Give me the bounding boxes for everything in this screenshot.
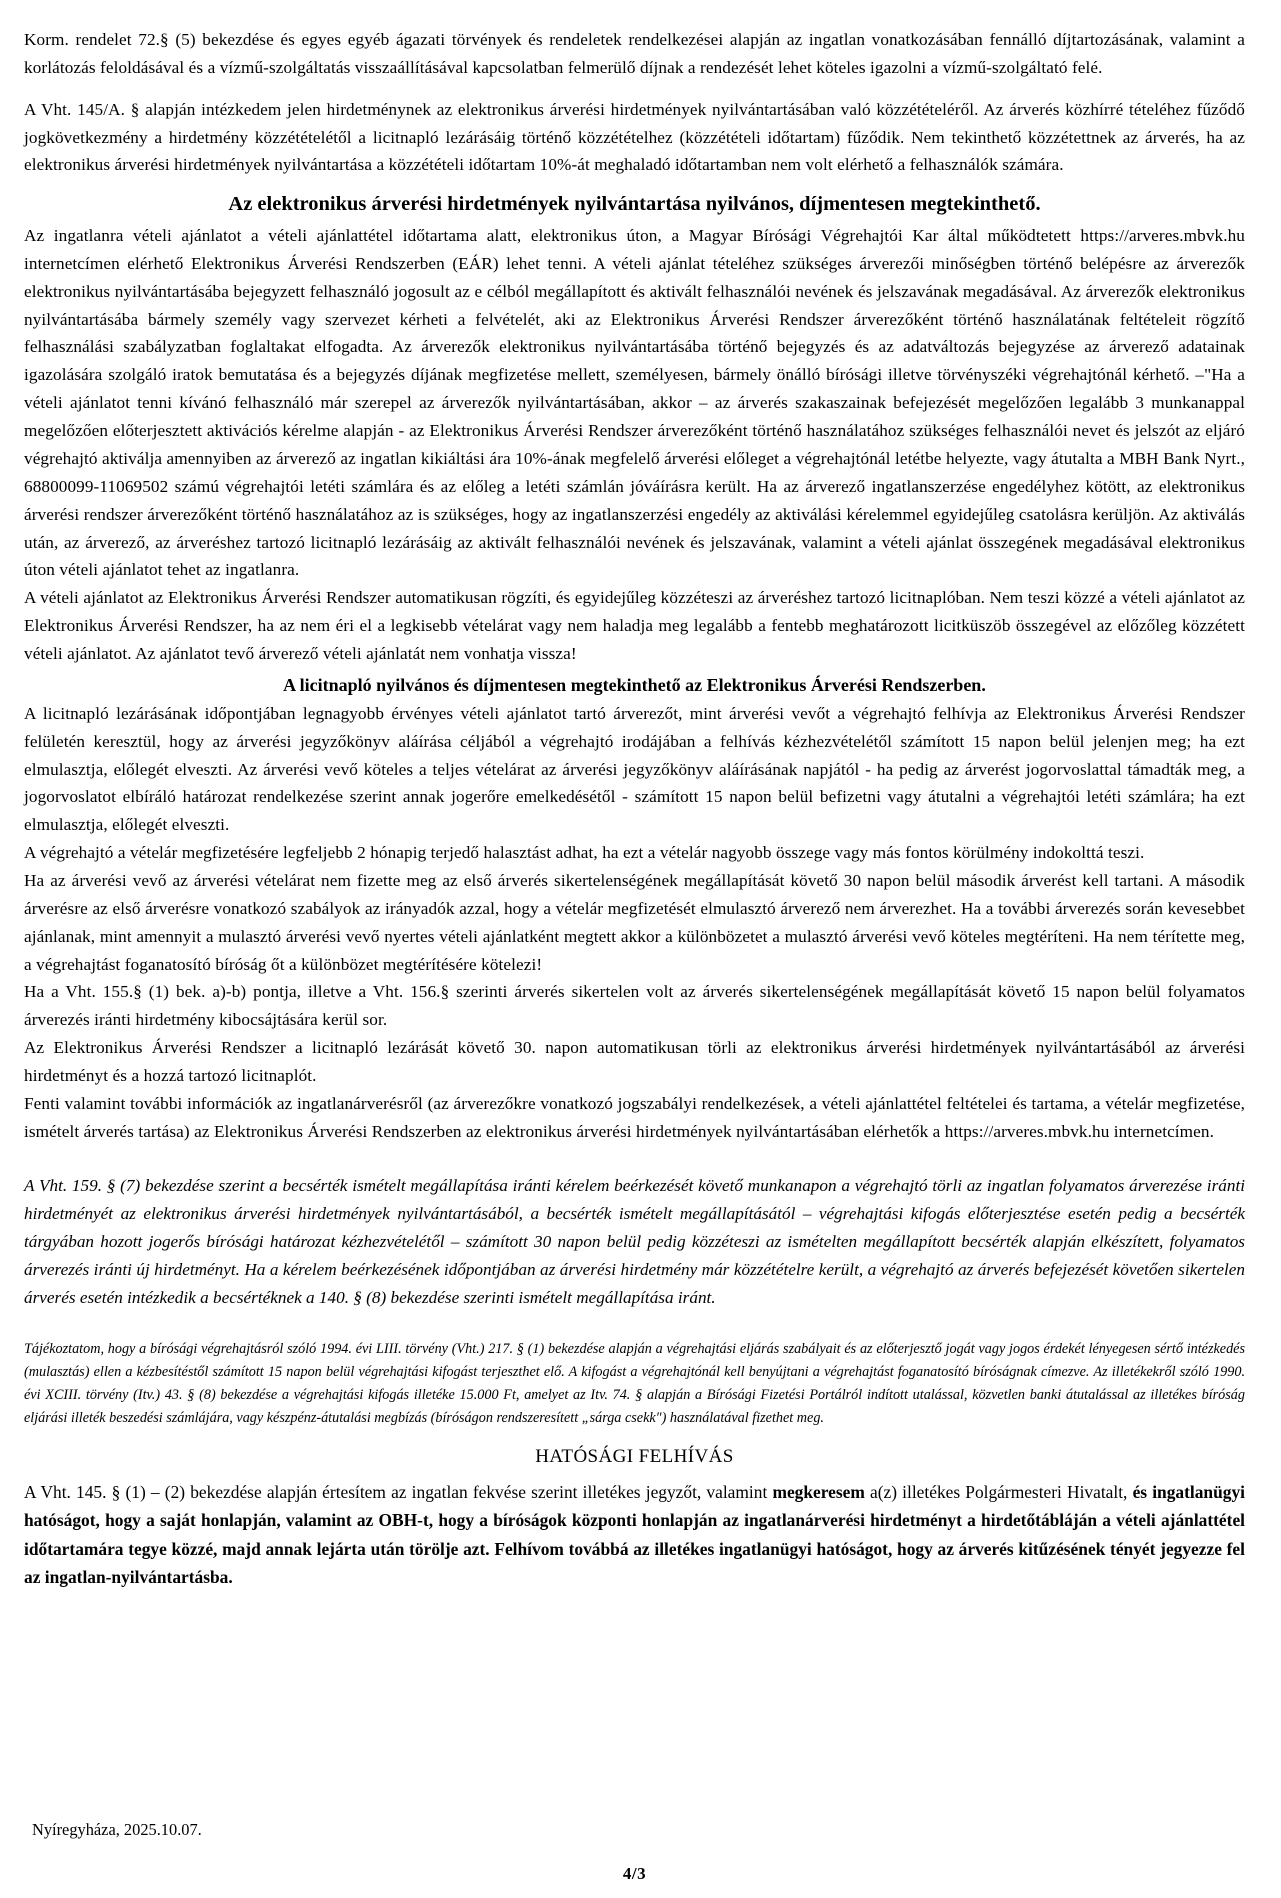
section-spacer [24,1146,1245,1172]
section-spacer-2 [24,1312,1245,1338]
paragraph-licitnaplo-lezaras: A licitnapló lezárásának időpontjában legnagyobb érvényes vételi ajánlatot tartó árverezőt, mint árverési vevőt a végrehajtó felhívja az Elektronikus Árverési Rendszer felületén keresztül, hogy az árverési jegyzőkönyv aláírása céljából a végrehajtó irodájában a felhívás kézhezvételétől számított 15 napon belül jelenjen meg; ha ezt elmulasztja, előlegét elveszti. Az árverési vevő köteles a teljes vételárat az árverési jegyzőkönyv aláírásának napjától - ha pedig az árverést jogorvoslattal támadták meg, a jogorvoslatot elbíráló határozat rendelkezése szerint annak jogerőre emelkedésétől - számított 15 napon belül befizetni vagy átutalni a végrehajtói letéti számlára; ha ezt elmulasztja, előlegét elveszti. [24,703,1245,835]
paragraph-tovabbi-informaciok: Fenti valamint további információk az ingatlanárverésről (az árverezőkre vonatkozó jogszabályi rendelkezések, a vételi ajánlattétel feltételei és tartama, a vételár megfizetése, ismételt árverés tartása) az Elektronikus Árverési Rendszerben az elektronikus árverési hirdetmények nyilvántartásában elérhetők a https://arveres.mbvk.hu internetcímen. [24,1093,1245,1141]
place-and-date: Nyíregyháza, 2025.10.07. [32,1820,202,1839]
authority-text-bold2: és ingatlanügyi hatóságot, hogy a saját honlapján, valamint az OBH-t, hogy a bíróságok központi honlapján az ingatlanárverési hirdetményt a hirdetőtábláján a vételi ajánlattétel időtartamára tegye közzé, majd annak lejárta után törölje azt. Felhívom továbbá az illetékes ingatlanügyi hatóságot, hogy az árverés kitűzésének tényét jegyezze fel az ingatlan-nyilvántartásba. [24,1481,1245,1588]
authority-text-part1: A Vht. 145. § (1) – (2) bekezdése alapján értesítem az ingatlan fekvése szerint illetékes jegyzőt, valamint [24,1481,773,1502]
paragraph-hatosagi-felhivas [24,1478,1245,1592]
paragraph-sikertelen-arveres: Ha a Vht. 155.§ (1) bek. a)-b) pontja, illetve a Vht. 156.§ szerinti árverés sikertelen volt az árverés sikertelenségének megállapítását követő 15 napon belül folyamatos árverezés iránti hirdetmény kibocsájtására kerül sor. [24,982,1245,1030]
paragraph-vht-159-italic: A Vht. 159. § (7) bekezdése szerint a becsérték ismételt megállapítása iránti kérelem beérkezését követő munkanapon a végrehajtó törli az ingatlan folyamatos árverezése iránti hirdetményét az elektronikus árverési hirdetmények nyilvántartásából, a becsérték ismételt megállapításától – végrehajtási kifogás előterjesztése esetén pedig a becsérték tárgyában hozott jogerős bírósági határozat kézhezvételétől – számított 30 napon belül pedig közzéteszi az ismételten megállapított becsérték alapján elkészített, folyamatos árverezés iránti új hirdetményt. Ha a kérelem beérkezésének időpontjában az árverési hirdetmény már közzétételre került, a végrehajtó az árverés befejezését követően sikertelen árverés esetén intézkedik a becsértéknek a 140. § (8) bekezdése szerinti ismételt megállapítása iránt. [24,1175,1245,1307]
paragraph-spacer [24,82,1245,96]
paragraph-vht-145a: A Vht. 145/A. § alapján intézkedem jelen hirdetménynek az elektronikus árverési hirdetmények nyilvántartásában való közzétételéről. Az árverés közhírré tételéhez fűződő jogkövetkezmény a hirdetmény közzétételétől a licitnapló lezárásáig történő közzétételhez (közzétételi időtartam) fűződik. Nem tekinthető közzétettnek az árverés, ha az elektronikus árverési hirdetmények nyilvántartása a közzétételi időtartam 10%-át meghaladó időtartamban nem volt elérhető a felhasználók számára. [24,99,1245,175]
authority-text-part2: a(z) illetékes Polgármesteri Hivatalt, [864,1481,1133,1502]
paragraph-veteli-ajanlat-rogzites: A vételi ajánlatot az Elektronikus Árverési Rendszer automatikusan rögzíti, és egyidejűleg közzéteszi az árveréshez tartozó licitnaplóban. Nem teszi közzé a vételi ajánlatot az Elektronikus Árverési Rendszer, ha az nem éri el a legkisebb vételárat vagy nem haladja meg legalább a fentebb meghatározott licitküszöb összegével az előzőleg közzétett vételi ajánlatot. Az ajánlatot tevő árverező vételi ajánlatát nem vonhatja vissza! [24,588,1245,663]
heading-licitnaplo-nyilvanos: A licitnapló nyilvános és díjmentesen megtekinthető az Elektronikus Árverési Rendszerben. [283,674,986,695]
page-number: 4/3 [622,1864,647,1883]
paragraph-automatikus-torles: Az Elektronikus Árverési Rendszer a licitnapló lezárását követő 30. napon automatikusan törli az elektronikus árverési hirdetmények nyilvántartásából az árverési hirdetményt és a hozzá tartozó licitnaplót. [24,1038,1245,1085]
paragraph-korm-rendelet: Korm. rendelet 72.§ (5) bekezdése és egyes egyéb ágazati törvények és rendeletek rendelkezései alapján az ingatlan vonatkozásában fennálló díjtartozásának, valamint a korlátozás feloldásával és a vízmű-szolgáltatás visszaállításával kapcsolatban felmerülő díjnak a rendezését lehet köteles igazolni a vízmű-szolgáltató felé. [24,30,1245,77]
paragraph-halasztas: A végrehajtó a vételár megfizetésére legfeljebb 2 hónapig terjedő halasztást adhat, ha ezt a vételár nagyobb összege vagy más fontos körülmény indokolttá teszi. [24,843,1145,863]
heading-nyilvantartas-nyilvanos: Az elektronikus árverési hirdetmények nyilvántartása nyilvános, díjmentesen megtekinthető. [228,193,1041,216]
heading-hatosagi-felhivas: HATÓSÁGI FELHÍVÁS [535,1445,734,1467]
paragraph-tajekoztatas-fine-print: Tájékoztatom, hogy a bírósági végrehajtásról szóló 1994. évi LIII. törvény (Vht.) 217. § (1) bekezdése alapján a végrehajtási eljárás szabályait és az előterjesztő jogát vagy jogos érdekét lényegesen sértő intézkedés (mulasztás) ellen a kézbesítéstől számított 15 napon belül végrehajtási kifogást terjeszthet elő. A kifogást a végrehajtónál kell benyújtani a végrehajtást foganatosító bíróságnak címezve. Az illetékekről szóló 1990. évi XCIII. törvény (Itv.) 43. § (8) bekezdése a végrehajtási kifogás illetéke 15.000 Ft, amelyet az Itv. 74. § alapján a Bírósági Fizetési Portálról indított utalással, közvetlen banki átutalással az illetékes bíróság eljárási illeték beszedési számlájára, vagy készpénz-átutalási megbízás (bíróságon rendszeresített „sárga csekk") használatával fizethet meg. [24,1340,1245,1426]
paragraph-masodik-arveres: Ha az árverési vevő az árverési vételárat nem fizette meg az első árverés sikertelenségének megállapítását követő 30 napon belül második árverést kell tartani. A második árverésre az első árverésre vonatkozó szabályok az irányadók azzal, hogy a vételár megfizetését elmulasztó árverező nem árverezhet. Ha a további árverezés során kevesebbet ajánlanak, mint amennyit a mulasztó árverési vevő nyertes vételi ajánlatként megtett akkor a különbözetet a mulasztó árverési vevő köteles megtéríteni. Ha nem térítette meg, a végrehajtást foganatosító bíróság őt a különbözet megtérítésére kötelezi! [24,870,1245,974]
paragraph-veteli-ajanlat: Az ingatlanra vételi ajánlatot a vételi ajánlattétel időtartama alatt, elektronikus úton, a Magyar Bírósági Végrehajtói Kar által működtetett https://arveres.mbvk.hu internetcímen elérhető Elektronikus Árverési Rendszerben (EÁR) lehet tenni. A vételi ajánlat tételéhez szükséges árverezői minőségben történő belépésre az árverezők elektronikus nyilvántartásába bejegyzett felhasználó jogosult az e célból megállapított és aktivált felhasználói nevének és jelszavának megadásával. Az árverezők elektronikus nyilvántartásába bármely személy vagy szervezet kérheti a felvételét, aki az Elektronikus Árverési Rendszer árverezőként történő használatának feltételeit rögzítő felhasználási szabályzatban foglaltakat elfogadta. Az árverezők elektronikus nyilvántartásába történő bejegyzés és az adatváltozás bejegyzése az árverező adatainak igazolására szolgáló iratok bemutatása és a bejegyzés díjának megfizetése mellett, személyesen, bármely önálló bírósági illetve törvényszéki végrehajtónál kérhető. –"Ha a vételi ajánlatot tenni kívánó felhasználó már szerepel az árverezők nyilvántartásában, akkor – az árverés szakaszainak befejezését megelőzően legalább 3 munkanappal megelőzően előterjesztett aktivációs kérelme alapján - az Elektronikus Árverési Rendszer árverezőként történő használatához szükséges felhasználói nevet és jelszót az eljáró végrehajtó aktiválja amennyiben az árverező az ingatlan kikiáltási ára 10%-ának megfelelő árverési előleget a végrehajtónál letétbe helyezte, vagy átutalta a MBH Bank Nyrt., 68800099-11069502 számú végrehajtói letéti számlára és az előleg a letéti számlán jóváírásra került. Ha az árverező ingatlanszerzése engedélyhez kötött, az elektronikus árverési rendszer árverezőként történő használatához az is szükséges, hogy az ingatlanszerzési engedély az aktiválási kérelemmel egyidejűleg csatolásra kerüljön. Az aktiválás után, az árverező, az árveréshez tartozó licitnapló lezárásáig az aktivált felhasználói nevének és jelszavának, valamint a vételi ajánlat összegének megadásával elektronikus úton vételi ajánlatot tehet az ingatlanra. [24,226,1245,580]
page-footer [24,1820,1245,1884]
authority-text-bold1: megkeresem [772,1481,865,1502]
